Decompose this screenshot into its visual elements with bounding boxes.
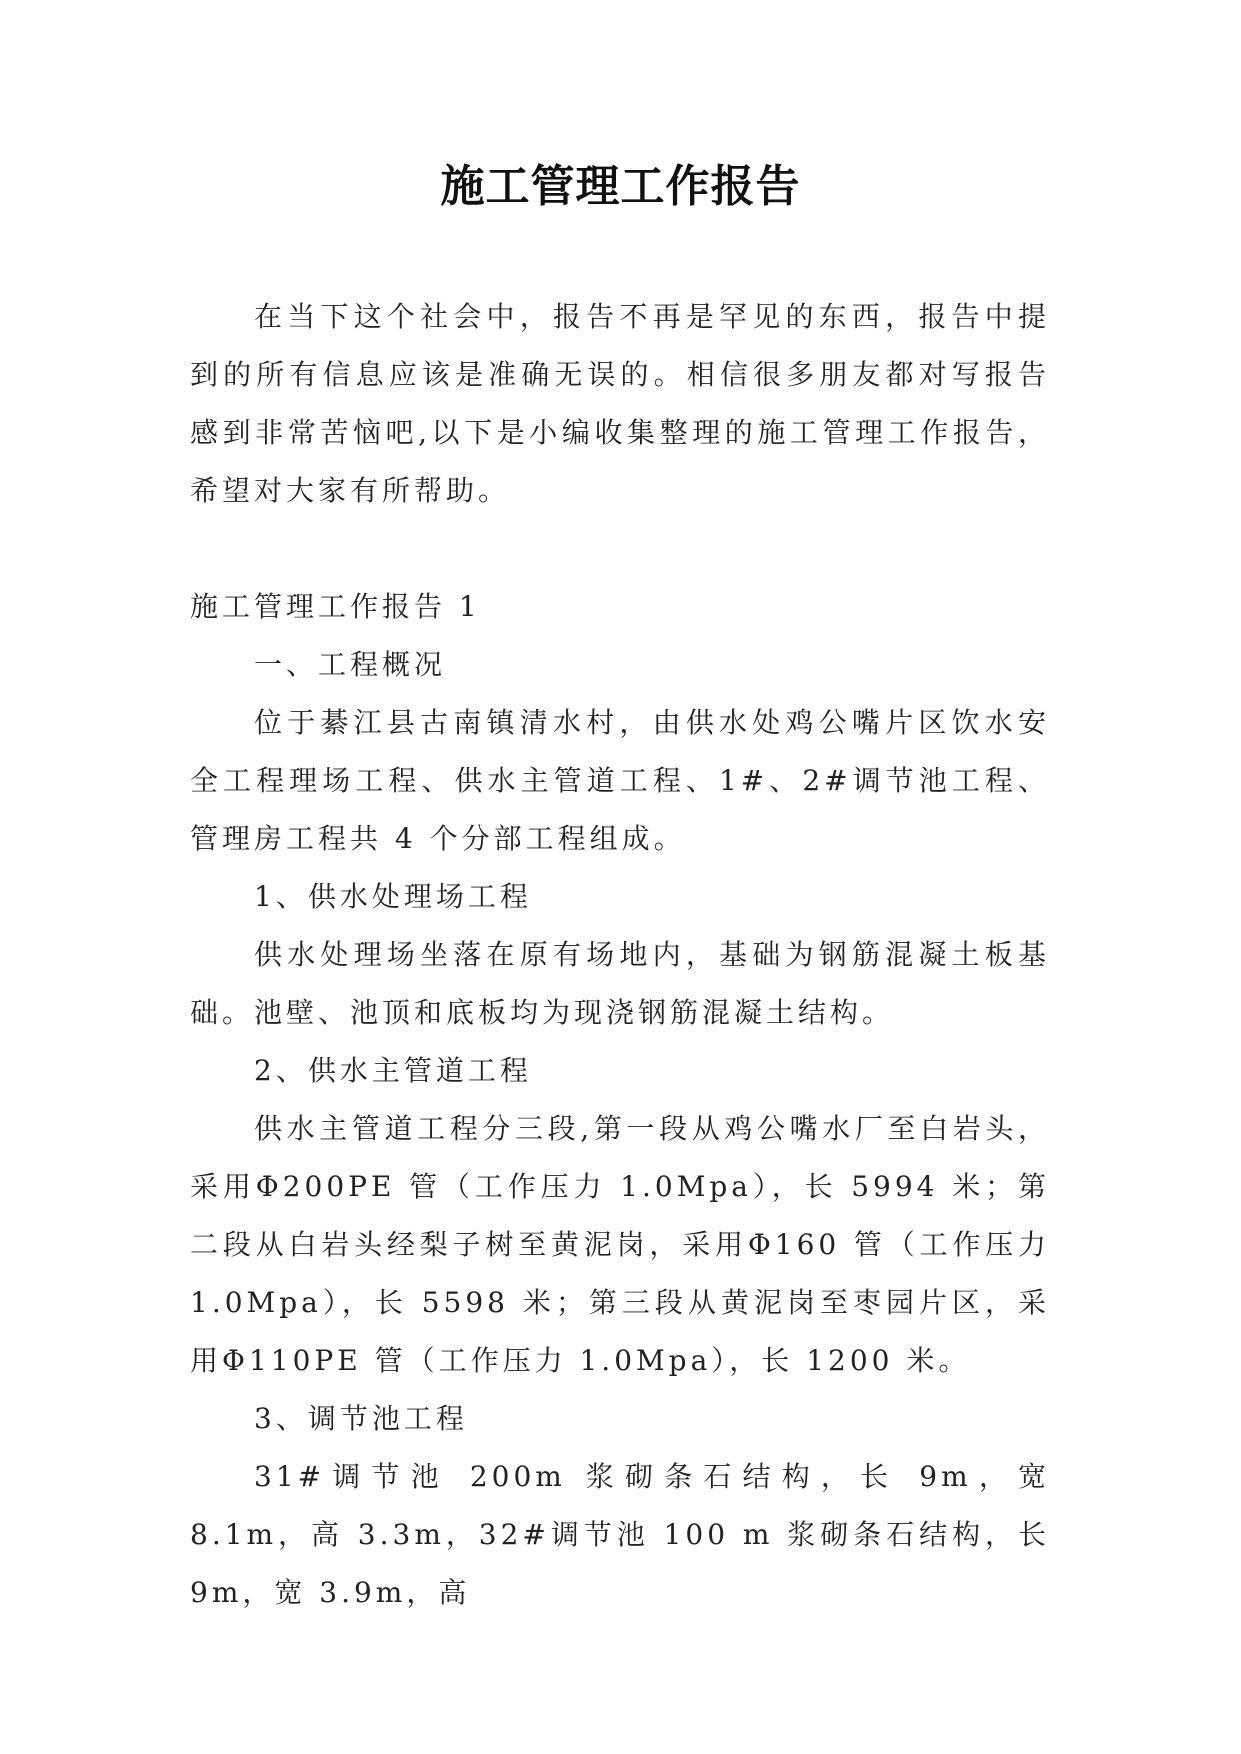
section-title: 施工管理工作报告 1 [190,590,481,623]
water-treatment-paragraph: 供水处理场坐落在原有场地内，基础为钢筋混凝土板基础。池壁、池顶和底板均为现浇钢筋混凝土结构。 [190,938,1050,1029]
intro-paragraph: 在当下这个社会中，报告不再是罕见的东西，报告中提到的所有信息应该是准确无误的。相信很多朋友都对写报告感到非常苦恼吧,以下是小编收集整理的施工管理工作报告，希望对大家有所帮助。 [190,300,1050,507]
paragraph-gap [190,520,1050,578]
document-title: 施工管理工作报告 [440,161,801,212]
main-pipeline-paragraph: 供水主管道工程分三段,第一段从鸡公嘴水厂至白岩头，采用Φ200PE 管（工作压力 1.0Mpa），长 5994 米；第二段从白岩头经梨子树至黄泥岗，采用Φ160 管（工作压力 1.0Mpa），长 5598 米；第三段从黄泥岗至枣园片区，采用Φ110PE 管（工作压力 1.0Mpa），长 1200 米。 [190,1112,1050,1377]
regulating-pool-paragraph: 31#调节池 200m 浆砌条石结构，长 9m，宽 8.1m，高 3.3m，32#调节池 100 m 浆砌条石结构，长 9m，宽 3.9m，高 [190,1460,1050,1609]
document-body [190,288,1050,1622]
heading-regulating-pool: 3、调节池工程 [254,1402,468,1435]
heading-overview: 一、工程概况 [254,648,447,681]
overview-paragraph: 位于綦江县古南镇清水村，由供水处鸡公嘴片区饮水安全工程理场工程、供水主管道工程、1#、2#调节池工程、管理房工程共 4 个分部工程组成。 [190,706,1050,855]
heading-main-pipeline: 2、供水主管道工程 [254,1054,532,1087]
heading-water-treatment: 1、供水处理场工程 [254,880,532,913]
